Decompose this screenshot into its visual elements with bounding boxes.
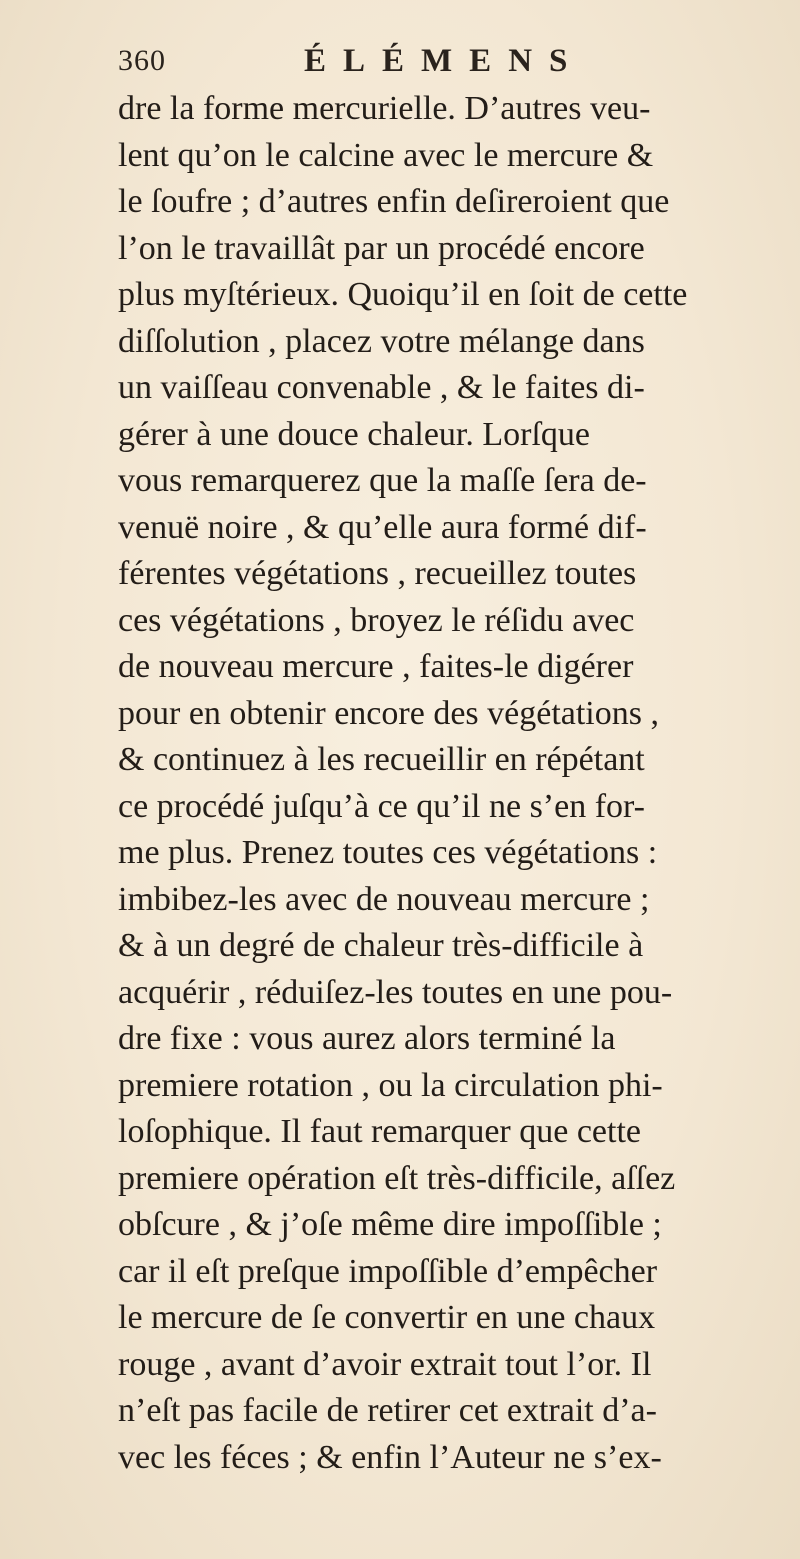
text-line: dre la forme mercurielle. D’autres veu-	[118, 90, 651, 127]
running-head	[118, 36, 638, 86]
text-line: & à un degré de chaleur très-difficile à	[118, 927, 644, 964]
text-line: acquérir , réduiſez-les toutes en une pou-	[118, 973, 673, 1011]
text-line: de nouveau mercure , faites-le digérer	[118, 648, 634, 685]
text-line: vec les féces ; & enfin l’Auteur ne s’ex-	[118, 1438, 662, 1476]
text-line: le mercure de ſe convertir en une chaux	[118, 1299, 656, 1336]
text-line: dre fixe : vous aurez alors terminé la	[118, 1020, 616, 1057]
text-line: ces végétations , broyez le réſidu avec	[118, 601, 635, 639]
text-line: pour en obtenir encore des végétations ,	[118, 694, 659, 732]
text-line: premiere opération eſt très-difficile, aſſez	[118, 1159, 676, 1197]
page-number: 360	[118, 44, 166, 77]
text-line: obſcure , & j’oſe même dire impoſſible ;	[118, 1206, 662, 1243]
text-line: lent qu’on le calcine avec le mercure &	[118, 136, 654, 174]
text-line: ce procédé juſqu’à ce qu’il ne s’en for-	[118, 787, 645, 825]
text-line: diſſolution , placez votre mélange dans	[118, 322, 645, 360]
body-text	[118, 86, 768, 1481]
text-line: le ſoufre ; d’autres enfin deſireroient que	[118, 183, 670, 220]
text-line: premiere rotation , ou la circulation phi-	[118, 1066, 663, 1104]
text-line: gérer à une douce chaleur. Lorſque	[118, 415, 590, 453]
text-line: imbibez-les avec de nouveau mercure ;	[118, 880, 650, 918]
text-line: me plus. Prenez toutes ces végétations :	[118, 834, 658, 871]
text-line: car il eſt preſque impoſſible d’empêcher	[118, 1252, 658, 1290]
text-line: venuë noire , & qu’elle aura formé dif-	[118, 508, 647, 546]
text-line: l’on le travaillât par un procédé encore	[118, 229, 645, 267]
text-line: loſophique. Il faut remarquer que cette	[118, 1113, 641, 1150]
text-line: & continuez à les recueillir en répétant	[118, 741, 645, 778]
running-title: ÉLÉMENS	[304, 43, 585, 79]
text-line: un vaiſſeau convenable , & le faites di-	[118, 369, 645, 406]
text-line: férentes végétations , recueillez toutes	[118, 555, 637, 592]
text-line: n’eſt pas facile de retirer cet extrait d’a-	[118, 1392, 657, 1429]
text-line: vous remarquerez que la maſſe ſera de-	[118, 462, 647, 499]
text-line: plus myſtérieux. Quoiqu’il en ſoit de cette	[118, 276, 688, 313]
text-line: rouge , avant d’avoir extrait tout l’or. Il	[118, 1345, 652, 1383]
